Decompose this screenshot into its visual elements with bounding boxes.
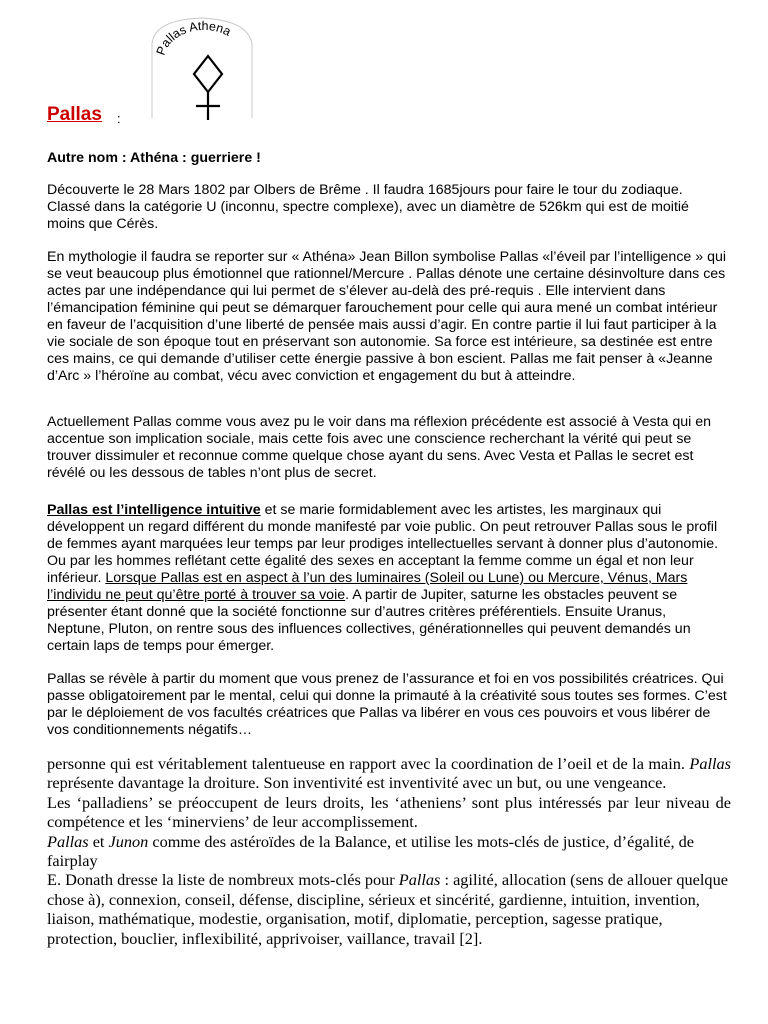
- intuitive-lead: Pallas est l’intelligence intuitive: [47, 502, 261, 518]
- paragraph-vesta: Actuellement Pallas comme vous avez pu le voir dans ma réflexion précédente est associé à Vesta qui en accentue son implication sociale, mais cette fois avec une conscience recherchant la vérité qui peut se trouver dissimuler et reconnue comme quelque chose ayant du sens. Avec Vesta et Pallas le secret est révélé ou les dessous de tables n’ont plus de secret.: [47, 414, 712, 481]
- serif-p3-rest: comme des astéroïdes de la Balance, et utilise les mots-clés de justice, d’égalité, de fairplay: [47, 831, 694, 871]
- serif-section: [47, 754, 731, 948]
- intuitive-part2: . A partir de Jupiter, saturne les obstacles peuvent se présenter étant donné que la société fonctionne sur d’autres critères préférentiels. Ensuite Uranus, Neptune, Pluton, on rentre sous des influences collectives, générationnelles qui peuvent demandés un certain laps de temps pour émerger.: [47, 587, 691, 654]
- title-colon: :: [117, 111, 121, 126]
- intuitive-underlined: Lorsque Pallas est en aspect à l’un des luminaires (Soleil ou Lune) ou Mercure, Vénus, Mars l’individu ne peut qu’être porté à trouver sa voie: [47, 570, 688, 603]
- logo-text: Pallas Athena: [153, 18, 234, 57]
- serif-p4-b: : agilité, allocation (sens de allouer quelque chose à), connexion, conseil, défense, discipline, sérieux et sincérité, gardienne, intuition, invention, liaison, mathématique, modestie, organisation, motif, diplomatie, perception, sagesse pratique, protection, bouclier, inflexibilité, apprivoiser, vaillance, travail [2].: [47, 870, 728, 948]
- serif-paragraph-2: Les ‘palladiens’ se préoccupent de leurs droits, les ‘atheniens’ sont plus intéressés par leur niveau de compétence et les ‘minerviens’ de leur accomplissement.: [47, 792, 731, 832]
- serif-paragraph-1: [47, 754, 731, 793]
- serif-p1-italic: Pallas: [689, 754, 731, 773]
- other-name: Autre nom : Athéna : guerriere !: [47, 150, 261, 166]
- serif-p3-italic1: Pallas: [47, 831, 89, 851]
- pallas-athena-logo: [148, 14, 254, 126]
- serif-p1-a: personne qui est véritablement talentueuse en rapport avec la coordination de l’oeil et de la main.: [47, 754, 690, 773]
- serif-p4-a: E. Donath dresse la liste de nombreux mots-clés pour: [47, 870, 399, 890]
- paragraph-mythology: En mythologie il faudra se reporter sur « Athéna» Jean Billon symbolise Pallas «l’éveil par l’intelligence » qui se veut beaucoup plus émotionnel que rationnel/Mercure . Pallas dénote une certaine désinvolture dans ces actes par une indépendance qui lui permet de s’élever au-delà des pré-requis . Elle intervient dans l’émancipation féminine qui peut se démarquer farouchement pour celle qui aura mené un combat intérieur en faveur de l’acquisition d’une liberté de pensée mais aussi d’agir. En contre partie il lui faut participer à la vie sociale de son époque tout en préservant son autonomie. Sa force est intérieure, sa destinée est entre ces mains, ce qui demande d’utiliser cette énergie passive à bon escient. Pallas me fait penser à «Jeanne d’Arc » l’héroïne au combat, vécu avec conviction et engagement du but à atteindre.: [47, 249, 727, 384]
- intuitive-part1: et se marie formidablement avec les artistes, les marginaux qui développent un regard différent du monde manifesté par voie public. On peut retrouver Pallas sous le profil de femmes ayant marquées leur temps par leur prodiges intellectuelles servant à donner plus d’autonomie. Ou par les hommes reflétant cette égalité des sexes en acceptant la femme comme un égal et non leur inférieur.: [47, 502, 719, 586]
- serif-paragraph-3: [47, 832, 731, 871]
- paragraph-assurance: Pallas se révèle à partir du moment que vous prenez de l’assurance et foi en vos possibilités créatrices. Qui passe obligatoirement par le mental, celui qui donne la primauté à la créativité sous toutes ses formes. C’est par le déploiement de vos facultés créatrices que Pallas va libérer en vous ces pouvoirs et vous libérer de vos conditionnements négatifs…: [47, 671, 727, 738]
- serif-paragraph-4: [47, 870, 731, 948]
- serif-p3-mid: et: [88, 831, 109, 851]
- paragraph-intuitive: [47, 502, 727, 655]
- pallas-symbol-icon: [148, 14, 254, 126]
- serif-p3-italic2: Junon: [108, 831, 149, 851]
- serif-p1-b: représente davantage la droiture. Son inventivité est inventivité avec un but, ou une vengeance.: [47, 773, 667, 793]
- paragraph-discovery: Découverte le 28 Mars 1802 par Olbers de Brême . Il faudra 1685jours pour faire le tour du zodiaque. Classé dans la catégorie U (inconnu, spectre complexe), avec un diamètre de 526km qui est de moitié moins que Cérès.: [47, 182, 689, 232]
- serif-p4-italic: Pallas: [398, 870, 441, 890]
- page-title: Pallas: [47, 104, 102, 125]
